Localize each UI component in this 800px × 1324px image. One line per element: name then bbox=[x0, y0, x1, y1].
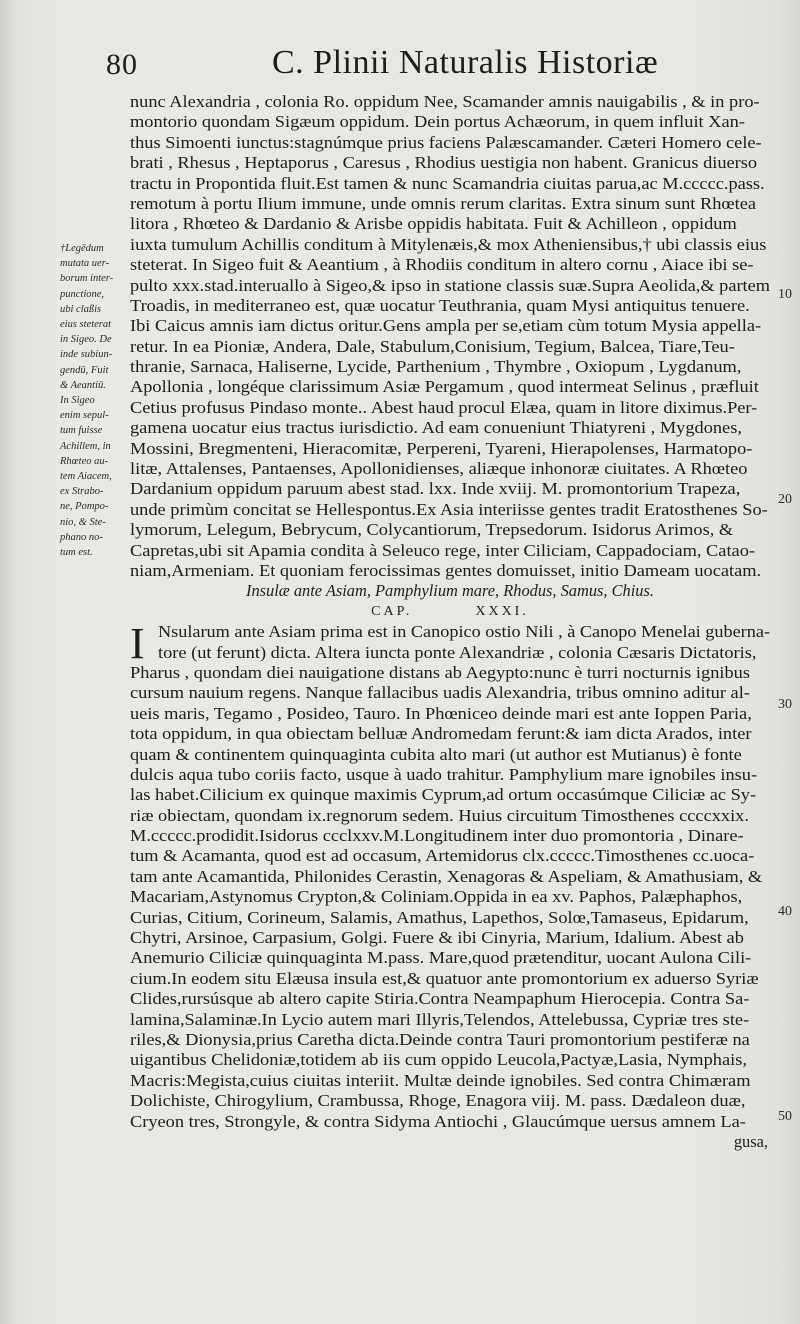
text-line: Macariam,Astynomus Crypton,& Coliniam.Oppida in ea xv. Paphos, Palæphaphos, bbox=[130, 887, 743, 907]
running-title: C. Plinii Naturalis Historiæ bbox=[272, 44, 659, 81]
marginal-note-line: ne, Pompo- bbox=[60, 501, 109, 513]
marginal-note-line: gendū, Fuit bbox=[60, 364, 109, 376]
text-line: litæ, Attalenses, Pantaenses, Apollonidienses, aliæque inhonoræ ciuitates. A Rhœteo bbox=[130, 459, 748, 479]
marginal-note-line: punctione, bbox=[60, 288, 105, 300]
text-line: las habet.Cilicium ex quinque maximis Cyprum,ad ortum occasúmque Ciliciæ ac Sy- bbox=[130, 785, 757, 805]
marginal-note-line: tem Aiacem, bbox=[60, 471, 112, 483]
text-line: brati , Rhesus , Heptaporus , Caresus , Rhodius uestigia non habent. Granicus diuerso bbox=[130, 153, 758, 173]
marginal-note-line: eius steterat bbox=[60, 319, 112, 331]
text-line: Pharus , quondam diei nauigatione distans ab Aegypto:nunc è turri nocturnis ignibus bbox=[130, 662, 750, 682]
text-line: niam,Armeniam. Et quoniam ferocissimas gentes domuisset, initio Dameam uocatam. bbox=[130, 560, 762, 580]
text-line: Chytri, Arsinoe, Carpasium, Golgi. Fuere & ibi Cinyria, Marium, Idalium. Abest ab bbox=[130, 928, 744, 948]
chapter-subtitle: Insulæ ante Asiam, Pamphylium mare, Rhodus, Samus, Chius. bbox=[246, 581, 654, 601]
marginal-note-line: in Sigeo. De bbox=[60, 334, 112, 346]
text-line: cursum nauium regens. Nanque fallacibus uadis Alexandria, tribus omnino aditur al- bbox=[130, 683, 750, 703]
text-line: Cryeon tres, Strongyle, & contra Sidyma Antiochi , Glaucúmque uersus amnem La- bbox=[130, 1111, 746, 1131]
text-line: Apollonia , longéque clarissimum Asiæ Pergamum , quod intermeat Selinus , præfluit bbox=[130, 377, 759, 397]
marginal-note-line: phano no- bbox=[60, 531, 103, 543]
text-line: litora , Rhœteo & Dardanio & Arisbe oppidis habitata. Fuit & Achilleon , oppidum bbox=[130, 214, 737, 234]
text-line: quam & continentem quinquaginta cubita alto mari (ut author est Mutianus) è fonte bbox=[130, 744, 742, 764]
paragraph-chapter-31 bbox=[130, 619, 770, 1152]
marginal-note-line: inde subiun- bbox=[60, 349, 113, 361]
line-number-30: 30 bbox=[778, 697, 792, 712]
text-line: unde primùm concitat se Hellespontus.Ex Asia interiisse gentes tradit Eratosthenes So- bbox=[130, 499, 768, 519]
text-line: dulcis aqua tubo coriis facto, usque à uado trahitur. Pamphylium mare ignobiles insu- bbox=[130, 764, 758, 784]
chapter-number: XXXI. bbox=[475, 603, 529, 619]
text-line: Cetius profusus Pindaso monte.. Abest haud procul Elæa, quam in litore diximus.Per- bbox=[130, 397, 758, 417]
catchword-line: gusa, bbox=[733, 1131, 768, 1151]
text-line: riæ obiectam, quondam ix.regnorum sedem. Huius circuitum Timosthenes ccccxxix. bbox=[130, 805, 749, 825]
text-line: montorio quondam Sigæum oppidum. Dein portus Achæorum, in quem influit Xan- bbox=[130, 112, 745, 132]
chapter-heading bbox=[130, 602, 770, 622]
line-number-50: 50 bbox=[778, 1109, 792, 1124]
text-line: Ibi Caicus amnis iam dictus oritur.Gens ampla per se,etiam cùm totum Mysia appella- bbox=[130, 316, 762, 336]
main-text bbox=[130, 92, 770, 1152]
text-line: thranie, Sarnaca, Haliserne, Lycide, Parthenium , Thymbre , Oxiopum , Lygdanum, bbox=[130, 357, 742, 377]
text-line: Clides,rursúsque ab altero capite Stiria.Contra Neampaphum Hierocepia. Contra Sa- bbox=[130, 989, 750, 1009]
marginal-note-line: ex Strabo- bbox=[60, 486, 104, 498]
text-line: Troadis, in mediterraneo est, quæ uocatur Teuthrania, quam Mysi antiquitus tenuere. bbox=[130, 295, 750, 315]
marginal-note-line: enim sepul- bbox=[60, 410, 109, 422]
text-line: tractu in Propontida fluit.Est tamen & nunc Scamandria ciuitas parua,ac M.ccccc.pass. bbox=[130, 173, 765, 193]
text-line: Anemurio Ciliciæ quinquaginta M.pass. Mare,quod prætenditur, uocant Aulona Cili- bbox=[130, 948, 752, 968]
marginal-note-line: Achillem, in bbox=[60, 440, 111, 452]
line-number-10: 10 bbox=[778, 287, 792, 302]
text-line: retur. In ea Pioniæ, Andera, Dale, Stabulum,Conisium, Tegium, Balcea, Tiare,Teu- bbox=[130, 336, 735, 356]
text-line: Nsularum ante Asiam prima est in Canopico ostio Nili , à Canopo Menelai guberna- bbox=[158, 622, 770, 642]
text-line: lymorum, Lelegum, Bebrycum, Colycantiorum, Trepsedorum. Isidorus Arimos, & bbox=[130, 520, 734, 540]
marginal-note-line: Rhœteo au- bbox=[60, 455, 109, 467]
text-line: gamena uocatur eius tractus iurisdictio. Ad eam conueniunt Thiatyreni , Mygdones, bbox=[130, 418, 742, 438]
text-line: riles,& Dionysia,prius Caretha dicta.Deinde contra Tauri promontorium pestiferæ na bbox=[130, 1029, 750, 1049]
text-line: cium.In eodem situ Elæusa insula est,& quatuor ante promontorium ex aduerso Syriæ bbox=[130, 968, 759, 988]
text-line: nunc Alexandria , colonia Ro. oppidum Nee, Scamander amnis nauigabilis , & in pro- bbox=[130, 92, 760, 111]
marginal-note-line: nio, & Ste- bbox=[60, 516, 106, 528]
marginal-note-line: †Legēdum bbox=[60, 243, 104, 254]
marginal-note-line: ubi claßis bbox=[60, 303, 102, 315]
text-line: tota oppidum, in qua obiectam belluæ Andromedam ferunt:& iam dicta Arados, inter bbox=[130, 724, 752, 744]
marginal-note-line: borum inter- bbox=[60, 273, 114, 285]
marginal-note-line: tum fuisse bbox=[60, 425, 103, 437]
text-line: Macris:Megista,cuius ciuitas interiit. Multæ deinde ignobiles. Sed contra Chimæram bbox=[130, 1070, 751, 1090]
text-line: Curias, Citium, Corineum, Salamis, Amathus, Lapethos, Solœ,Tamaseus, Epidarum, bbox=[130, 907, 749, 927]
paragraph-chapter-30 bbox=[130, 92, 770, 581]
text-line: Dolichiste, Chirogylium, Crambussa, Rhoge, Enagora viij. M. pass. Dædaleon duæ, bbox=[130, 1091, 746, 1111]
marginal-note-line: In Sigeo bbox=[60, 395, 95, 407]
text-line: iuxta tumulum Achillis conditum à Mitylenæis,& mox Atheniensibus,† ubi classis eius bbox=[130, 234, 767, 254]
text-line: thus Simoenti iunctus:stagnúmque prius faciens Palæscamander. Cæteri Homero cele- bbox=[130, 132, 762, 152]
paragraph-body bbox=[130, 663, 770, 1132]
marginal-note-line: mutata uer- bbox=[60, 258, 110, 270]
text-line: tore (ut ferunt) dicta. Altera iuncta ponte Alexandriæ , colonia Cæsaris Dictatoris, bbox=[158, 642, 757, 662]
text-line: Mossini, Bregmenteni, Hieracomitæ, Perpereni, Tyareni, Hierapolenses, Harmatopo- bbox=[130, 438, 753, 458]
text-line: lamina,Salaminæ.In Lycio autem mari Illyris,Telendos, Attelebussa, Cypriæ tres ste- bbox=[130, 1009, 750, 1029]
text-line: remotum à portu Ilium immune, unde omnis rerum claritas. Extra sinum sunt Rhœtea bbox=[130, 193, 757, 213]
text-line: uigantibus Chelidoniæ,totidem ab iis cum oppido Leucola,Pactyæ,Lasia, Nymphais, bbox=[130, 1050, 747, 1070]
line-number-40: 40 bbox=[778, 904, 792, 919]
text-line: tum & Acamanta, quod est ad occasum, Artemidorus clx.ccccc.Timosthenes cc.uoca- bbox=[130, 846, 755, 866]
text-line: M.ccccc.prodidit.Isidorus ccclxxv.M.Longitudinem inter duo promontoria , Dinare- bbox=[130, 826, 744, 846]
line-number-20: 20 bbox=[778, 492, 792, 507]
page-number: 80 bbox=[106, 48, 138, 81]
text-line: steterat. In Sigeo fuit & Aeantium , à Rhodiis conditum in altero cornu , Aiace ibi se- bbox=[130, 255, 754, 275]
text-line: Capretas,ubi sit Apamia condita à Seleuco rege, inter Ciliciam, Cappadociam, Cataо- bbox=[130, 540, 755, 560]
drop-cap: I bbox=[130, 619, 145, 669]
chapter-label: CAP. bbox=[371, 603, 413, 619]
text-line: pulto xxx.stad.interuallo à Sigeo,& ipso in statione classis suæ.Supra Aeolida,& partem bbox=[130, 275, 770, 295]
text-line: ueis maris, Tegamo , Posideo, Tauro. In Phœniceo deinde mari est ante Ioppen Paria, bbox=[130, 703, 752, 723]
marginal-note bbox=[60, 241, 128, 560]
text-line: Dardanium oppidum paruum abest stad. lxx. Inde xviij. M. promontorium Trapeza, bbox=[130, 479, 741, 499]
text-line: tam ante Acamantida, Philonides Cerastin, Xenagoras & Aspeliam, & Amathusiam, & bbox=[130, 866, 763, 886]
marginal-note-line: tum est. bbox=[60, 547, 93, 559]
marginal-note-line: & Aeantiū. bbox=[60, 379, 106, 391]
